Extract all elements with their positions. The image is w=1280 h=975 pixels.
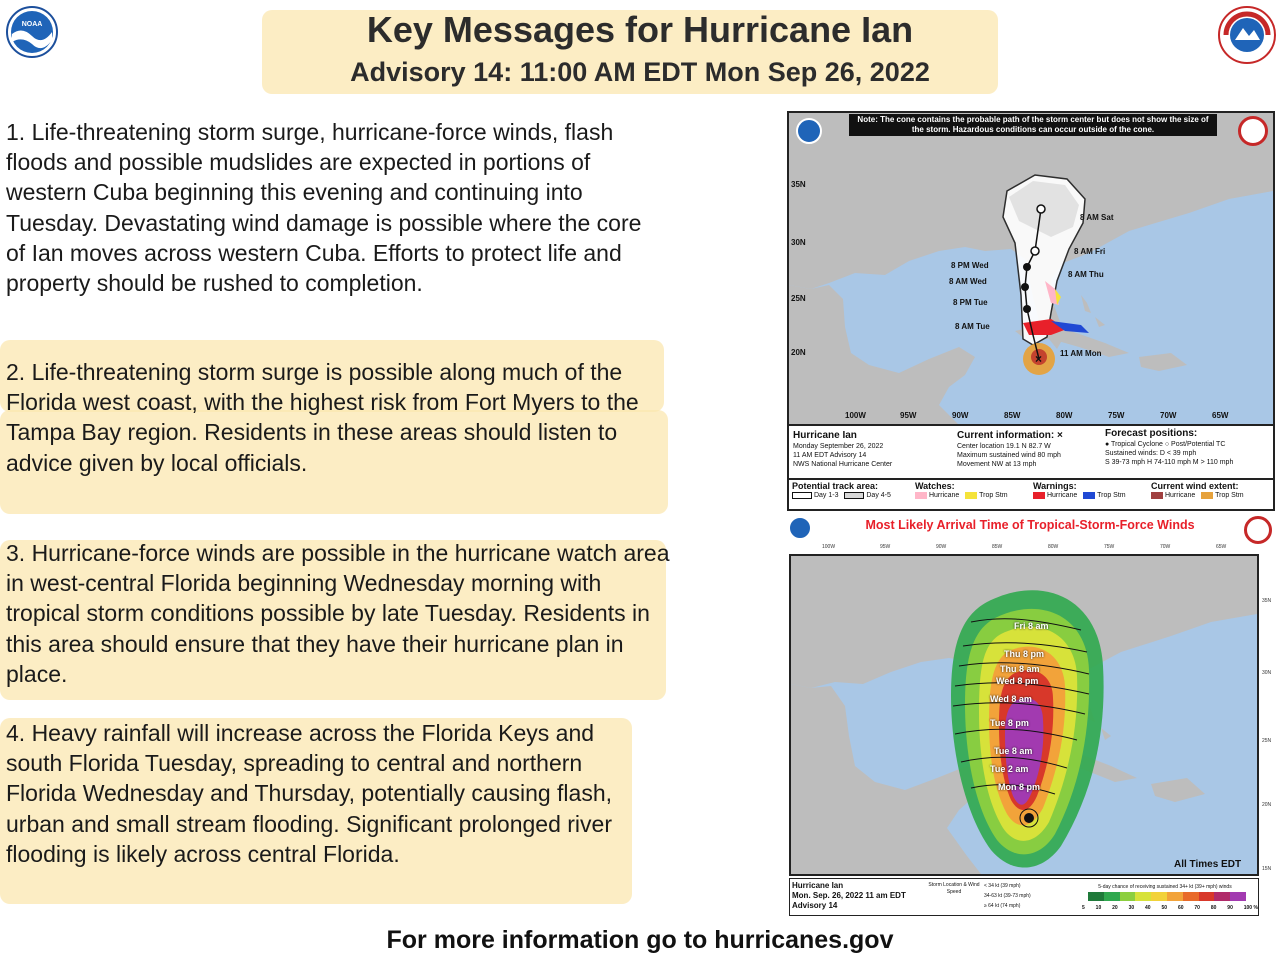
arr-lon-80w: 80W	[1048, 544, 1059, 550]
current-info-line-3: Movement NW at 13 mph	[957, 461, 1037, 468]
arrival-storm-info	[792, 881, 942, 911]
legend-hurricane-watch-label: Hurricane	[928, 492, 960, 499]
chance-60: 60	[1177, 905, 1184, 911]
arrival-storm-name: Hurricane Ian	[792, 881, 844, 890]
forecast-title: Forecast positions:	[1105, 428, 1198, 439]
time-mon-8pm: Mon 8 pm	[998, 782, 1040, 792]
legend-ts-watch-swatch	[965, 492, 977, 499]
chance-swatch-10	[1104, 892, 1120, 901]
legend-watches	[915, 482, 1008, 500]
chance-swatch-5	[1088, 892, 1104, 901]
lon-65w: 65W	[1212, 411, 1229, 420]
legend-wind-title: Current wind extent:	[1151, 481, 1239, 491]
lon-90w: 90W	[952, 411, 969, 420]
current-info-line-2: Maximum sustained wind 80 mph	[957, 452, 1061, 459]
arrival-storm-location-label: Storm Location & Wind Speed	[928, 882, 980, 895]
forecast-line-1: ● Tropical Cyclone ○ Post/Potential TC	[1105, 441, 1226, 448]
chance-70: 70	[1194, 905, 1200, 911]
forecast-line-3: S 39-73 mph H 74-110 mph M > 110 mph	[1105, 459, 1234, 466]
arrival-storm-advisory: Advisory 14	[792, 901, 838, 910]
chance-swatch-70	[1199, 892, 1215, 901]
advisory-subtitle: Advisory 14: 11:00 AM EDT Mon Sep 26, 2022	[350, 57, 930, 87]
arrival-map-title: Most Likely Arrival Time of Tropical-Storm-Force Winds	[865, 518, 1195, 532]
legend-hurricane-warning-swatch	[1033, 492, 1045, 499]
legend-hurricane-wind-label: Hurricane	[1164, 492, 1196, 499]
arr-lon-100w: 100W	[822, 544, 836, 550]
legend-warnings	[1033, 482, 1126, 500]
legend-watches-title: Watches:	[915, 481, 955, 491]
arr-lon-95w: 95W	[880, 544, 891, 550]
arr-lon-75w: 75W	[1104, 544, 1115, 550]
arr-lon-85w: 85W	[992, 544, 1003, 550]
track-label-8am-wed: 8 AM Wed	[949, 277, 987, 286]
track-label-11am-mon: 11 AM Mon	[1060, 349, 1102, 358]
chance-swatch-40	[1151, 892, 1167, 901]
cone-nws-logo	[1238, 116, 1268, 146]
lon-85w: 85W	[1004, 411, 1021, 420]
lon-70w: 70W	[1160, 411, 1177, 420]
track-label-8pm-tue: 8 PM Tue	[953, 298, 988, 307]
chance-scale	[1082, 903, 1258, 913]
arrival-info-panel	[789, 878, 1259, 916]
time-thu-8am: Thu 8 am	[1000, 664, 1040, 674]
key-message-3: 3. Hurricane-force winds are possible in the hurricane watch area in west-central Florida beginning Wednesday morning with tropical storm conditions possible by late Tuesday. Residents in this area should ensure that they have their hurricane plan in place.	[6, 540, 670, 687]
forecast-line-2: Sustained winds: D < 39 mph	[1105, 450, 1197, 457]
chance-20: 20	[1112, 905, 1118, 911]
time-wed-8pm: Wed 8 pm	[996, 676, 1039, 686]
wind-item-3: ≥ 64 kt (74 mph)	[984, 903, 1021, 909]
cone-storm-info	[793, 430, 953, 469]
arr-lon-90w: 90W	[936, 544, 947, 550]
arrival-nws-logo	[1244, 516, 1272, 544]
chance-colorbar	[1088, 892, 1246, 901]
wind-item-2: 34-63 kt (39-73 mph)	[984, 893, 1031, 899]
legend-ts-warning-label: Trop Stm	[1097, 492, 1126, 499]
header	[0, 6, 1280, 90]
track-label-8am-thu: 8 AM Thu	[1068, 270, 1104, 279]
lon-80w: 80W	[1056, 411, 1073, 420]
arrival-map-graphic	[791, 556, 1257, 874]
cone-info-panel	[789, 424, 1273, 476]
key-message-2: 2. Life-threatening storm surge is possible along much of the Florida west coast, with the highest risk from Fort Myers to the Tampa Bay region. Residents in these areas should listen to advice given by local officials.	[6, 359, 639, 476]
legend-track-title: Potential track area:	[792, 481, 879, 491]
arrival-wind-items	[984, 881, 1074, 911]
time-wed-8am: Wed 8 am	[990, 694, 1032, 704]
footer-info: For more information go to hurricanes.gov	[386, 926, 894, 954]
chance-swatch-20	[1120, 892, 1136, 901]
arrival-storm-date: Mon. Sep. 26, 2022 11 am EDT	[792, 891, 906, 900]
chance-100: 100 %	[1243, 905, 1258, 911]
chance-swatch-30	[1135, 892, 1151, 901]
arr-lon-70w: 70W	[1160, 544, 1171, 550]
chance-30: 30	[1128, 905, 1135, 911]
chance-swatch-60	[1183, 892, 1199, 901]
arr-lat-15n: 15N	[1262, 866, 1272, 872]
cone-storm-date: Monday September 26, 2022	[793, 443, 884, 450]
arr-lat-30n: 30N	[1262, 670, 1272, 676]
key-message-4: 4. Heavy rainfall will increase across the Florida Keys and south Florida Tuesday, spreading to central and northern Florida Wednesday and Thursday, potentially causing flash, urban and small stream flooding. Significant prolonged river flooding is likely across central Florida.	[6, 720, 613, 867]
cone-noaa-logo	[796, 118, 822, 144]
cone-storm-advisory: 11 AM EDT Advisory 14	[793, 452, 867, 459]
legend-ts-wind-swatch	[1201, 492, 1213, 499]
cone-current-info	[957, 430, 1103, 469]
lon-95w: 95W	[900, 411, 917, 420]
legend-ts-watch-label: Trop Stm	[979, 492, 1008, 499]
lon-100w: 100W	[845, 411, 866, 420]
wind-item-1: < 34 kt (39 mph)	[984, 883, 1021, 889]
chance-swatch-80	[1214, 892, 1230, 901]
chance-swatch-90	[1230, 892, 1246, 901]
time-tue-8am: Tue 8 am	[994, 746, 1033, 756]
lat-35n: 35N	[791, 180, 806, 189]
chance-40: 40	[1145, 905, 1151, 911]
arrival-noaa-logo	[788, 516, 812, 540]
legend-day13-swatch	[792, 492, 812, 499]
legend-hurricane-watch-swatch	[915, 492, 927, 499]
legend-day13-label: Day 1-3	[813, 492, 839, 499]
current-info-line-1: Center location 19.1 N 82.7 W	[957, 443, 1051, 450]
time-tue-2am: Tue 2 am	[990, 764, 1029, 774]
legend-wind-extent	[1151, 482, 1244, 500]
track-label-8am-fri: 8 AM Fri	[1074, 247, 1106, 256]
arr-lat-25n: 25N	[1262, 738, 1272, 744]
key-message-1: 1. Life-threatening storm surge, hurricane-force winds, flash floods and possible mudslides are expected in portions of western Cuba beginning this evening and continuing into Tuesday. Devastating wind damage is possible where the core of Ian moves across western Cuba. Efforts to protect life and property should be rushed to completion.	[6, 119, 642, 297]
legend-ts-wind-label: Trop Stm	[1215, 492, 1244, 499]
track-label-8pm-wed: 8 PM Wed	[951, 261, 989, 270]
track-label-8am-tue: 8 AM Tue	[955, 322, 990, 331]
legend-ts-warning-swatch	[1083, 492, 1095, 499]
chance-80: 80	[1210, 905, 1217, 911]
chance-10: 10	[1095, 905, 1102, 911]
chance-90: 90	[1227, 905, 1233, 911]
legend-warnings-title: Warnings:	[1033, 481, 1077, 491]
lat-20n: 20N	[791, 348, 806, 357]
arr-lat-35n: 35N	[1262, 598, 1272, 604]
page-title: Key Messages for Hurricane Ian	[366, 9, 914, 50]
cone-storm-name: Hurricane Ian	[793, 430, 857, 441]
lat-25n: 25N	[791, 294, 806, 303]
svg-text:NOAA: NOAA	[21, 21, 43, 28]
all-times-note: All Times EDT	[1174, 859, 1242, 870]
chance-title: 5-day chance of receiving sustained 34+ kt (39+ mph) winds	[1098, 884, 1232, 890]
svg-text:×: ×	[1035, 352, 1043, 366]
lon-75w: 75W	[1108, 411, 1125, 420]
legend-day45-label: Day 4-5	[866, 492, 891, 499]
arrival-map	[789, 554, 1259, 876]
lat-30n: 30N	[791, 238, 806, 247]
chance-50: 50	[1161, 905, 1168, 911]
arr-lon-65w: 65W	[1216, 544, 1227, 550]
cone-map-note: Note: The cone contains the probable path of the storm center but does not show the size of the storm. Hazardous conditions can occur outside of the cone.	[849, 114, 1217, 136]
time-thu-8pm: Thu 8 pm	[1004, 649, 1044, 659]
cone-storm-source: NWS National Hurricane Center	[793, 461, 893, 468]
time-tue-8pm: Tue 8 pm	[990, 718, 1029, 728]
legend-hurricane-warning-label: Hurricane	[1046, 492, 1078, 499]
current-info-title: Current information: ×	[957, 430, 1063, 441]
time-fri-8am: Fri 8 am	[1014, 621, 1049, 631]
legend-day45-swatch	[844, 492, 864, 499]
legend-hurricane-wind-swatch	[1151, 492, 1163, 499]
legend-track	[792, 482, 891, 500]
chance-swatch-50	[1167, 892, 1183, 901]
arr-lat-20n: 20N	[1262, 802, 1272, 808]
cone-forecast-info	[1105, 428, 1271, 467]
track-label-8am-sat: 8 AM Sat	[1080, 213, 1114, 222]
chance-5: 5	[1082, 905, 1085, 911]
cone-legend	[789, 478, 1273, 509]
